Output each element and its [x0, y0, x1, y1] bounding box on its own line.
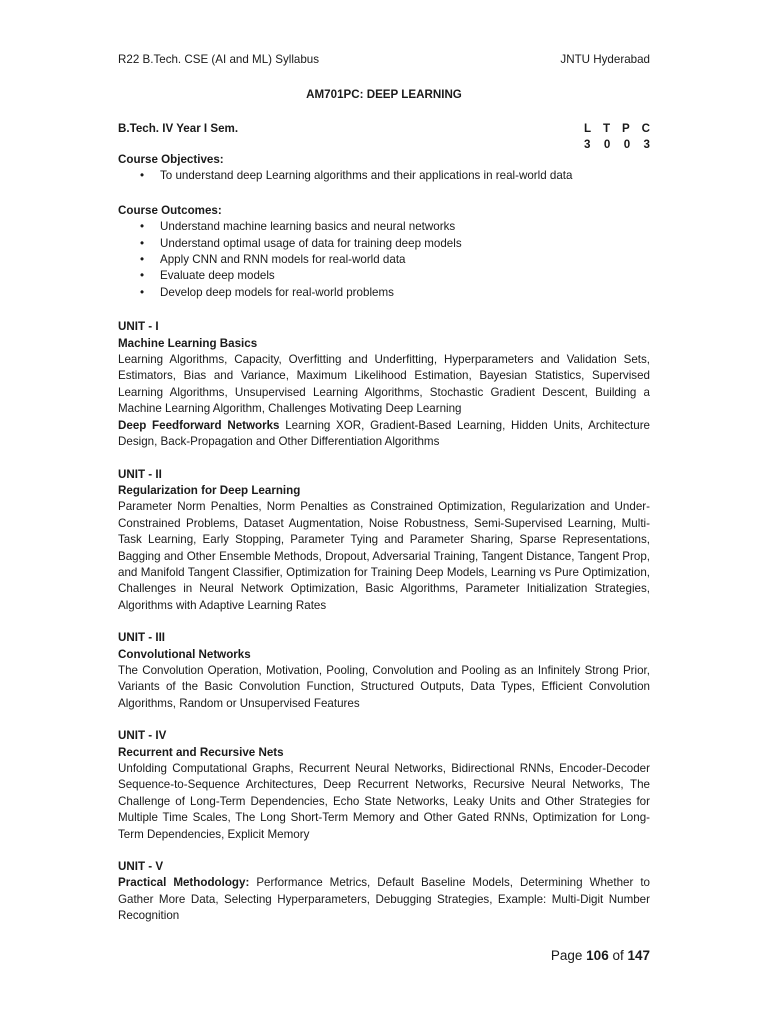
year-row — [118, 121, 650, 152]
ltpc-value-c: 3 — [643, 138, 650, 152]
ltpc-value-t: 0 — [603, 138, 611, 152]
outcomes-heading: Course Outcomes: — [118, 203, 222, 217]
unit-2 — [118, 467, 650, 615]
unit-text — [118, 875, 650, 924]
unit-text: Learning Algorithms, Capacity, Overfitting and Underfitting, Hyperparameters and Validation Sets, Estimators, Bias and Variance, Maximum Likelihood Estimation, Bayesian Statistics, Supervised Learning Algorithms, Unsupervised Learning Algorithms, Stochastic Gradient Descent, Building a Machine Learning Algorithm, Challenges Motivating Deep Learning — [118, 353, 650, 416]
unit-5 — [118, 859, 650, 925]
year-semester: B.Tech. IV Year I Sem. — [118, 122, 239, 135]
unit-label: UNIT - IV — [118, 729, 167, 743]
page-of: of — [608, 948, 628, 963]
unit-title: Regularization for Deep Learning — [118, 483, 301, 497]
course-title: AM701PC: DEEP LEARNING — [306, 88, 462, 101]
ltpc-value-p: 0 — [623, 138, 631, 152]
unit-subtopic — [118, 418, 650, 451]
subtopic-text: Learning XOR, Gradient-Based Learning, Hidden Units, Architecture Design, Back-Propagation and Other Differentiation Algorithms — [118, 418, 651, 449]
ltpc-table — [584, 121, 650, 154]
page-prefix: Page — [550, 948, 587, 963]
unit-3 — [118, 630, 650, 712]
ltpc-label-c: C — [641, 122, 650, 135]
ltpc-label-t: T — [602, 122, 611, 135]
unit-text: Parameter Norm Penalties, Norm Penalties as Constrained Optimization, Regularization and Under-Constrained Problems, Dataset Augmentation, Noise Robustness, Semi-Supervised Learning, Multi-Task Learning, Early Stopping, Parameter Tying and Parameter Sharing, Sparse Representations, Bagging and Other Ensemble Methods, Dropout, Adversarial Training, Tangent Distance, Tangent Prop, and Manifold Tangent Classifier, Optimization for Training Deep Models, Learning vs Pure Optimization, Challenges in Neural Network Optimization, Basic Algorithms, Parameter Initialization Strategies, Algorithms with Adaptive Learning Rates — [118, 500, 650, 612]
page-number — [551, 948, 650, 964]
ltpc-labels — [584, 121, 650, 137]
unit-label: UNIT - I — [118, 320, 159, 334]
running-header — [118, 52, 650, 68]
unit-title: Machine Learning Basics — [118, 336, 258, 350]
outcomes-list — [118, 219, 650, 301]
objectives-list — [118, 168, 650, 184]
unit-inline-text: Performance Metrics, Default Baseline Models, Determining Whether to Gather More Data, Selecting Hyperparameters, Debugging Strategies, Example: Multi-Digit Number Recognition — [118, 876, 650, 923]
objectives-heading: Course Objectives: — [118, 153, 224, 166]
unit-label: UNIT - V — [118, 860, 164, 874]
subtopic-title: Deep Feedforward Networks — [118, 418, 280, 432]
list-item: • Understand optimal usage of data for training deep models — [118, 236, 650, 252]
unit-4 — [118, 728, 650, 843]
unit-1 — [118, 319, 650, 450]
page-total: 147 — [627, 948, 650, 963]
list-item: • Develop deep models for real-world problems — [118, 285, 650, 301]
page-current: 106 — [586, 948, 609, 963]
unit-title: Convolutional Networks — [118, 647, 251, 661]
header-left: R22 B.Tech. CSE (AI and ML) Syllabus — [118, 53, 320, 66]
unit-title: Recurrent and Recursive Nets — [118, 745, 284, 759]
unit-label: UNIT - II — [118, 467, 162, 481]
unit-text: Unfolding Computational Graphs, Recurrent Neural Networks, Bidirectional RNNs, Encoder-Decoder Sequence-to-Sequence Architectures, Deep Recurrent Networks, Recursive Neural Networks, The Challenge of Long-Term Dependencies, Echo State Networks, Leaky Units and Other Strategies for Multiple Time Scales, The Long Short-Term Memory and Other Gated RNNs, Optimization for Long-Term Dependencies, Explicit Memory — [118, 762, 650, 841]
unit-text: The Convolution Operation, Motivation, Pooling, Convolution and Pooling as an Infinitely Strong Prior, Variants of the Basic Convolution Function, Structured Outputs, Data Types, Efficient Convolution Algorithms, Random or Unsupervised Features — [118, 663, 650, 710]
list-item: • Evaluate deep models — [118, 268, 650, 284]
ltpc-value-l: 3 — [584, 138, 591, 152]
unit-inline-title: Practical Methodology: — [118, 876, 250, 890]
list-item: • Understand machine learning basics and neural networks — [118, 219, 650, 235]
syllabus-body — [118, 152, 650, 925]
ltpc-label-l: L — [584, 122, 592, 135]
list-item: • To understand deep Learning algorithms and their applications in real-world data — [118, 168, 650, 184]
header-right: JNTU Hyderabad — [560, 53, 650, 66]
list-item: • Apply CNN and RNN models for real-world data — [118, 252, 650, 268]
unit-label: UNIT - III — [118, 631, 166, 645]
ltpc-label-p: P — [621, 122, 630, 135]
